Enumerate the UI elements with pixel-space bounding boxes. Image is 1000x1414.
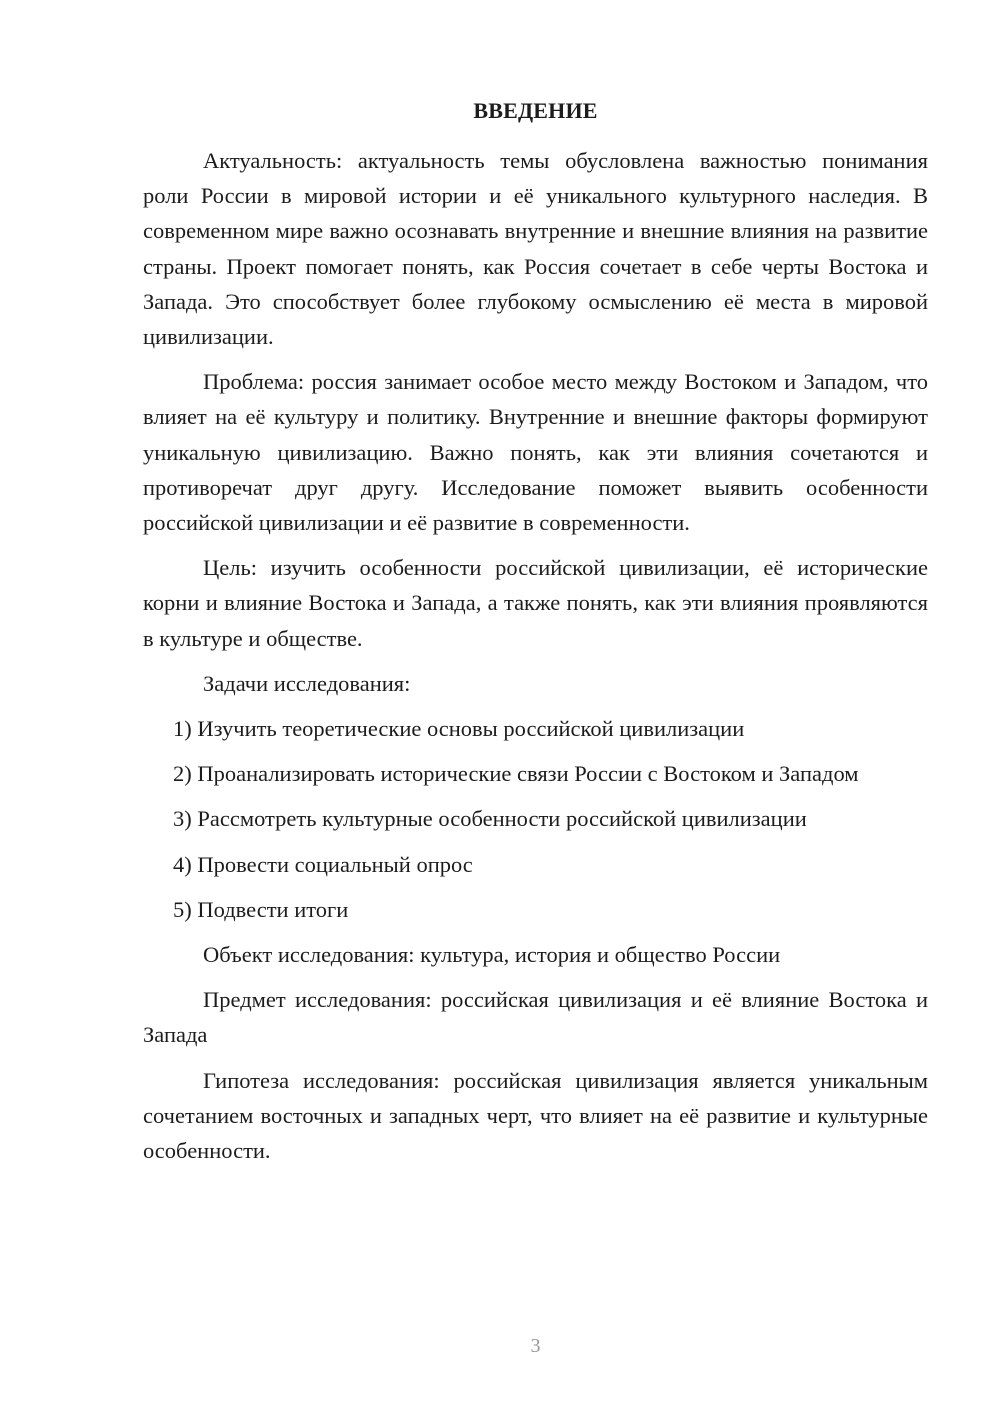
paragraph-problem: Проблема: россия занимает особое место между Востоком и Западом, что влияет на её культуру и политику. Внутренние и внешние факторы формируют уникальную цивилизацию. Важно понять, как эти влияния сочетаются и противоречат друг другу. Исследование поможет выявить особенности российской цивилизации и её развитие в современности. [143,369,928,536]
paragraph-subject: Предмет исследования: российская цивилизация и её влияние Востока и Запада [143,987,928,1048]
document-page [143,0,928,1414]
task-item-4: 4) Провести социальный опрос [173,851,473,877]
paragraph-goal: Цель: изучить особенности российской цивилизации, её исторические корни и влияние Востока и Запада, а также понять, как эти влияния проявляются в культуре и обществе. [143,555,928,651]
page-number: 3 [530,1335,541,1357]
task-item-5: 5) Подвести итоги [173,896,349,922]
task-item-3: 3) Рассмотреть культурные особенности российской цивилизации [173,806,807,832]
document-body [143,143,928,1178]
task-item-2: 2) Проанализировать исторические связи России с Востоком и Западом [173,761,859,787]
paragraph-hypothesis: Гипотеза исследования: российская цивилизация является уникальным сочетанием восточных и западных черт, что влияет на её развитие и культурные особенности. [143,1067,928,1164]
page-title: ВВЕДЕНИЕ [473,98,598,123]
paragraph-relevance: Актуальность: актуальность темы обусловлена важностью понимания роли России в мировой истории и её уникального культурного наследия. В современном мире важно осознавать внутренние и внешние влияния на развитие страны. Проект помогает понять, как Россия сочетает в себе черты Востока и Запада. Это способствует более глубокому осмыслению её места в мировой цивилизации. [143,148,928,350]
tasks-heading: Задачи исследования: [203,670,411,696]
task-item-1: 1) Изучить теоретические основы российской цивилизации [173,716,745,742]
paragraph-object: Объект исследования: культура, история и общество России [203,942,781,968]
